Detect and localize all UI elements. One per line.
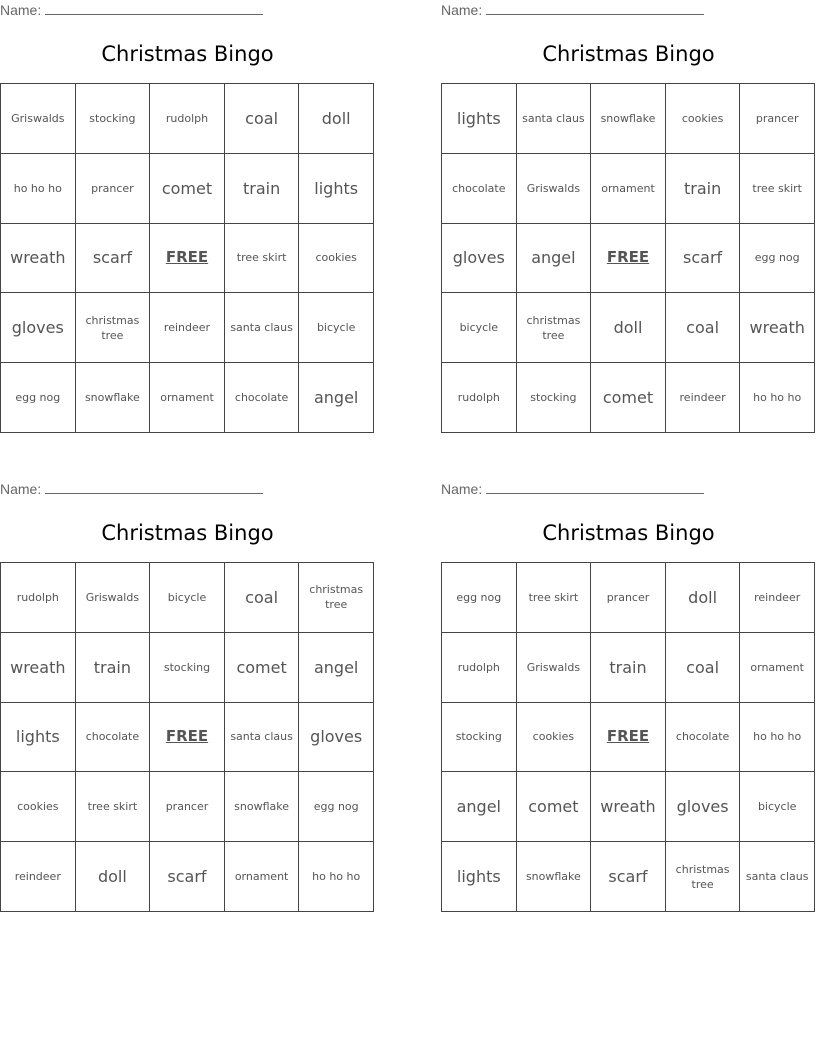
- bingo-cell: rudolph: [1, 563, 76, 633]
- bingo-cell: scarf: [150, 842, 225, 912]
- bingo-cell: coal: [666, 633, 741, 703]
- name-label: Name:: [441, 2, 483, 18]
- bingo-cell: wreath: [740, 293, 815, 363]
- bingo-cell: ho ho ho: [740, 363, 815, 433]
- bingo-cell: reindeer: [1, 842, 76, 912]
- bingo-cell: comet: [517, 772, 592, 842]
- bingo-grid: [441, 562, 815, 912]
- bingo-cell: coal: [225, 563, 300, 633]
- free-space: FREE: [591, 224, 666, 294]
- bingo-cell: doll: [76, 842, 151, 912]
- bingo-cell: tree skirt: [517, 563, 592, 633]
- free-space: FREE: [150, 224, 225, 294]
- bingo-cell: snowflake: [517, 842, 592, 912]
- bingo-cell: egg nog: [442, 563, 517, 633]
- bingo-cell: tree skirt: [740, 154, 815, 224]
- bingo-cell: egg nog: [299, 772, 374, 842]
- bingo-cell: Griswalds: [76, 563, 151, 633]
- bingo-cell: ornament: [591, 154, 666, 224]
- bingo-cell: lights: [442, 842, 517, 912]
- bingo-cell: doll: [591, 293, 666, 363]
- bingo-cell: Griswalds: [1, 84, 76, 154]
- bingo-cell: train: [591, 633, 666, 703]
- bingo-cell: snowflake: [591, 84, 666, 154]
- bingo-cell: comet: [591, 363, 666, 433]
- bingo-cell: reindeer: [740, 563, 815, 633]
- bingo-cell: lights: [442, 84, 517, 154]
- name-label: Name:: [0, 481, 42, 497]
- bingo-cell: gloves: [1, 293, 76, 363]
- bingo-cell: wreath: [1, 633, 76, 703]
- bingo-cell: egg nog: [740, 224, 815, 294]
- card-title: Christmas Bingo: [542, 521, 715, 545]
- bingo-cell: rudolph: [150, 84, 225, 154]
- bingo-cell: angel: [442, 772, 517, 842]
- bingo-cell: prancer: [591, 563, 666, 633]
- bingo-cell: prancer: [740, 84, 815, 154]
- bingo-cell: chocolate: [225, 363, 300, 433]
- bingo-grid: [0, 562, 374, 912]
- bingo-cell: christmas tree: [299, 563, 374, 633]
- bingo-cell: gloves: [442, 224, 517, 294]
- bingo-cell: train: [76, 633, 151, 703]
- bingo-cell: ornament: [740, 633, 815, 703]
- bingo-cell: wreath: [1, 224, 76, 294]
- name-label: Name:: [441, 481, 483, 497]
- bingo-cell: reindeer: [150, 293, 225, 363]
- bingo-grid: [0, 83, 374, 433]
- bingo-cell: chocolate: [76, 703, 151, 773]
- bingo-cell: cookies: [666, 84, 741, 154]
- bingo-cell: angel: [299, 363, 374, 433]
- bingo-cell: bicycle: [740, 772, 815, 842]
- bingo-cell: stocking: [76, 84, 151, 154]
- bingo-cell: rudolph: [442, 363, 517, 433]
- bingo-cell: santa claus: [225, 703, 300, 773]
- bingo-cell: reindeer: [666, 363, 741, 433]
- bingo-cell: Griswalds: [517, 154, 592, 224]
- bingo-cell: tree skirt: [225, 224, 300, 294]
- bingo-cell: gloves: [666, 772, 741, 842]
- bingo-cell: comet: [150, 154, 225, 224]
- bingo-grid: [441, 83, 815, 433]
- name-underline[interactable]: [486, 2, 704, 15]
- free-space: FREE: [150, 703, 225, 773]
- bingo-cell: comet: [225, 633, 300, 703]
- bingo-cell: coal: [225, 84, 300, 154]
- bingo-cell: angel: [517, 224, 592, 294]
- bingo-cell: stocking: [442, 703, 517, 773]
- bingo-cell: scarf: [76, 224, 151, 294]
- bingo-cell: santa claus: [517, 84, 592, 154]
- bingo-cell: bicycle: [150, 563, 225, 633]
- bingo-cell: lights: [1, 703, 76, 773]
- bingo-cell: doll: [666, 563, 741, 633]
- bingo-cell: gloves: [299, 703, 374, 773]
- bingo-cell: ornament: [150, 363, 225, 433]
- bingo-cell: scarf: [591, 842, 666, 912]
- bingo-cell: christmas tree: [666, 842, 741, 912]
- bingo-cell: santa claus: [225, 293, 300, 363]
- card-title: Christmas Bingo: [101, 42, 274, 66]
- bingo-cell: doll: [299, 84, 374, 154]
- bingo-cell: lights: [299, 154, 374, 224]
- bingo-cell: train: [666, 154, 741, 224]
- bingo-cell: train: [225, 154, 300, 224]
- bingo-cell: stocking: [517, 363, 592, 433]
- bingo-cell: bicycle: [299, 293, 374, 363]
- bingo-cell: ornament: [225, 842, 300, 912]
- bingo-cell: cookies: [517, 703, 592, 773]
- name-field[interactable]: [441, 2, 704, 18]
- name-field[interactable]: [441, 481, 704, 497]
- bingo-cell: ho ho ho: [1, 154, 76, 224]
- bingo-cell: wreath: [591, 772, 666, 842]
- bingo-cell: christmas tree: [517, 293, 592, 363]
- bingo-cell: tree skirt: [76, 772, 151, 842]
- name-underline[interactable]: [45, 481, 263, 494]
- bingo-cell: christmas tree: [76, 293, 151, 363]
- bingo-cell: coal: [666, 293, 741, 363]
- name-underline[interactable]: [486, 481, 704, 494]
- bingo-cell: snowflake: [76, 363, 151, 433]
- bingo-cell: scarf: [666, 224, 741, 294]
- free-space: FREE: [591, 703, 666, 773]
- name-label: Name:: [0, 2, 42, 18]
- bingo-cell: snowflake: [225, 772, 300, 842]
- card-title: Christmas Bingo: [542, 42, 715, 66]
- bingo-cell: santa claus: [740, 842, 815, 912]
- bingo-cell: cookies: [299, 224, 374, 294]
- name-underline[interactable]: [45, 2, 263, 15]
- bingo-cell: rudolph: [442, 633, 517, 703]
- card-title: Christmas Bingo: [101, 521, 274, 545]
- bingo-cell: Griswalds: [517, 633, 592, 703]
- name-field[interactable]: [0, 2, 263, 18]
- bingo-cell: cookies: [1, 772, 76, 842]
- bingo-cell: prancer: [76, 154, 151, 224]
- bingo-cell: ho ho ho: [299, 842, 374, 912]
- bingo-cell: ho ho ho: [740, 703, 815, 773]
- bingo-cell: angel: [299, 633, 374, 703]
- bingo-cell: prancer: [150, 772, 225, 842]
- bingo-cell: bicycle: [442, 293, 517, 363]
- bingo-cell: chocolate: [666, 703, 741, 773]
- name-field[interactable]: [0, 481, 263, 497]
- bingo-cell: chocolate: [442, 154, 517, 224]
- bingo-cell: stocking: [150, 633, 225, 703]
- bingo-cell: egg nog: [1, 363, 76, 433]
